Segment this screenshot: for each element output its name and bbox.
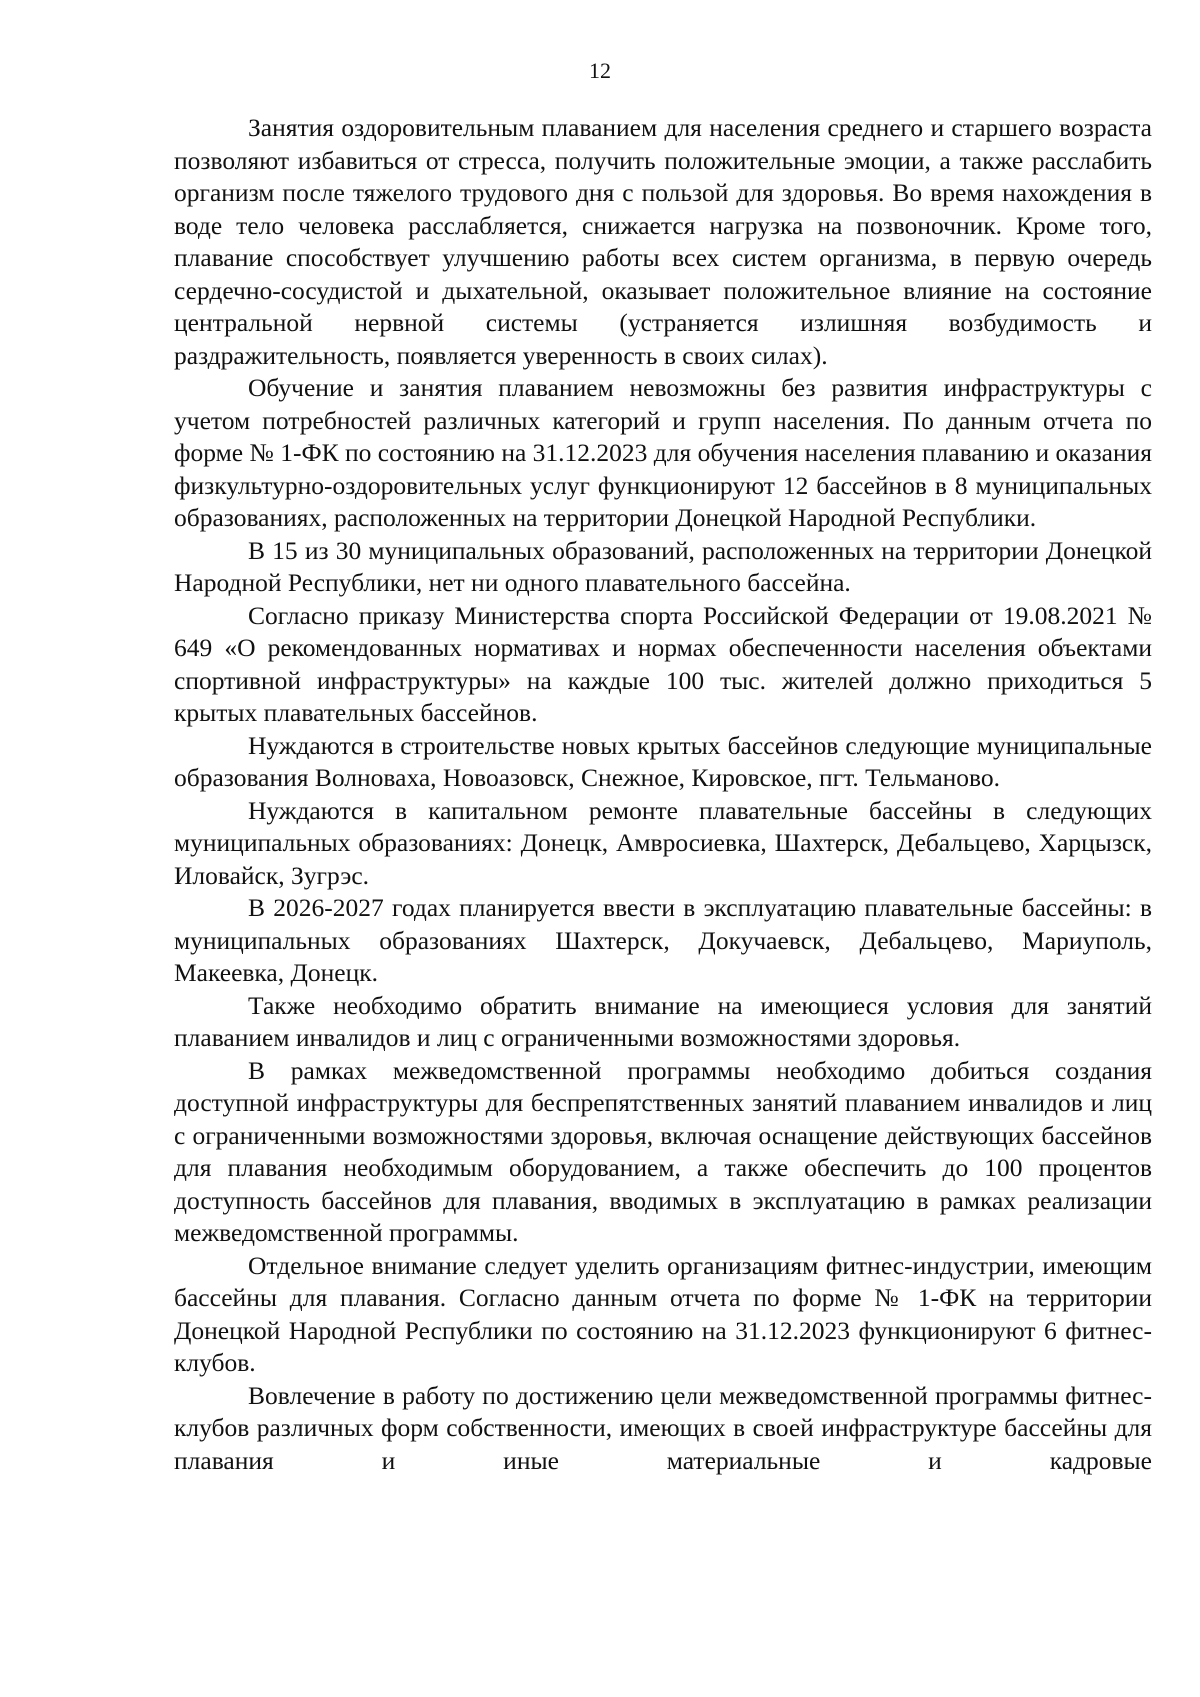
paragraph: Отдельное внимание следует уделить организациям фитнес-индустрии, имеющим бассейны для плавания. Согласно данным отчета по форме № 1-ФК на территории Донецкой Народной Республики по состоянию на 31.12.2023 функционируют 6 фитнес-клубов. — [174, 1250, 1152, 1377]
paragraph: Вовлечение в работу по достижению цели межведомственной программы фитнес-клубов различных форм собственности, имеющих в своей инфраструктуре бассейны для плавания и иные материальные и кадровые — [174, 1380, 1152, 1475]
paragraph: В рамках межведомственной программы необходимо добиться создания доступной инфраструктуры для беспрепятственных занятий плаванием инвалидов и лиц с ограниченными возможностями здоровья, включая оснащение действующих бассейнов для плавания необходимым оборудованием, а также обеспечить до 100 процентов доступность бассейнов для плавания, вводимых в эксплуатацию в рамках реализации межведомственной программы. — [174, 1055, 1152, 1247]
paragraph: Занятия оздоровительным плаванием для населения среднего и старшего возраста позволяют избавиться от стресса, получить положительные эмоции, а также расслабить организм после тяжелого трудового дня с пользой для здоровья. Во время нахождения в воде тело человека расслабляется, снижается нагрузка на позвоночник. Кроме того, плавание способствует улучшению работы всех систем организма, в первую очередь сердечно-сосудистой и дыхательной, оказывает положительное влияние на состояние центральной нервной системы (устраняется излишняя возбудимость и раздражительность, появляется уверенность в своих силах). — [174, 113, 1152, 370]
paragraph: В 2026-2027 годах планируется ввести в эксплуатацию плавательные бассейны: в муниципальных образованиях Шахтерск, Докучаевск, Дебальцево, Мариуполь, Макеевка, Донецк. — [174, 893, 1152, 987]
paragraph: Согласно приказу Министерства спорта Российской Федерации от 19.08.2021 № 649 «О рекомендованных нормативах и нормах обеспеченности населения объектами спортивной инфраструктуры» на каждые 100 тыс. жителей должно приходиться 5 крытых плавательных бассейнов. — [174, 600, 1152, 727]
page-number: 12 — [589, 58, 611, 83]
paragraph: В 15 из 30 муниципальных образований, расположенных на территории Донецкой Народной Республики, нет ни одного плавательного бассейна. — [174, 535, 1152, 597]
paragraph: Также необходимо обратить внимание на имеющиеся условия для занятий плаванием инвалидов и лиц с ограниченными возможностями здоровья. — [174, 990, 1152, 1052]
paragraph: Нуждаются в строительстве новых крытых бассейнов следующие муниципальные образования Волноваха, Новоазовск, Снежное, Кировское, пгт. Тельманово. — [174, 730, 1152, 792]
document-body — [174, 112, 1152, 1477]
paragraph: Нуждаются в капитальном ремонте плавательные бассейны в следующих муниципальных образованиях: Донецк, Амвросиевка, Шахтерск, Дебальцево, Харцызск, Иловайск, Зугрэс. — [174, 795, 1152, 890]
paragraph: Обучение и занятия плаванием невозможны без развития инфраструктуры с учетом потребностей различных категорий и групп населения. По данным отчета по форме № 1-ФК по состоянию на 31.12.2023 для обучения населения плаванию и оказания физкультурно-оздоровительных услуг функционируют 12 бассейнов в 8 муниципальных образованиях, расположенных на территории Донецкой Народной Республики. — [174, 373, 1152, 532]
